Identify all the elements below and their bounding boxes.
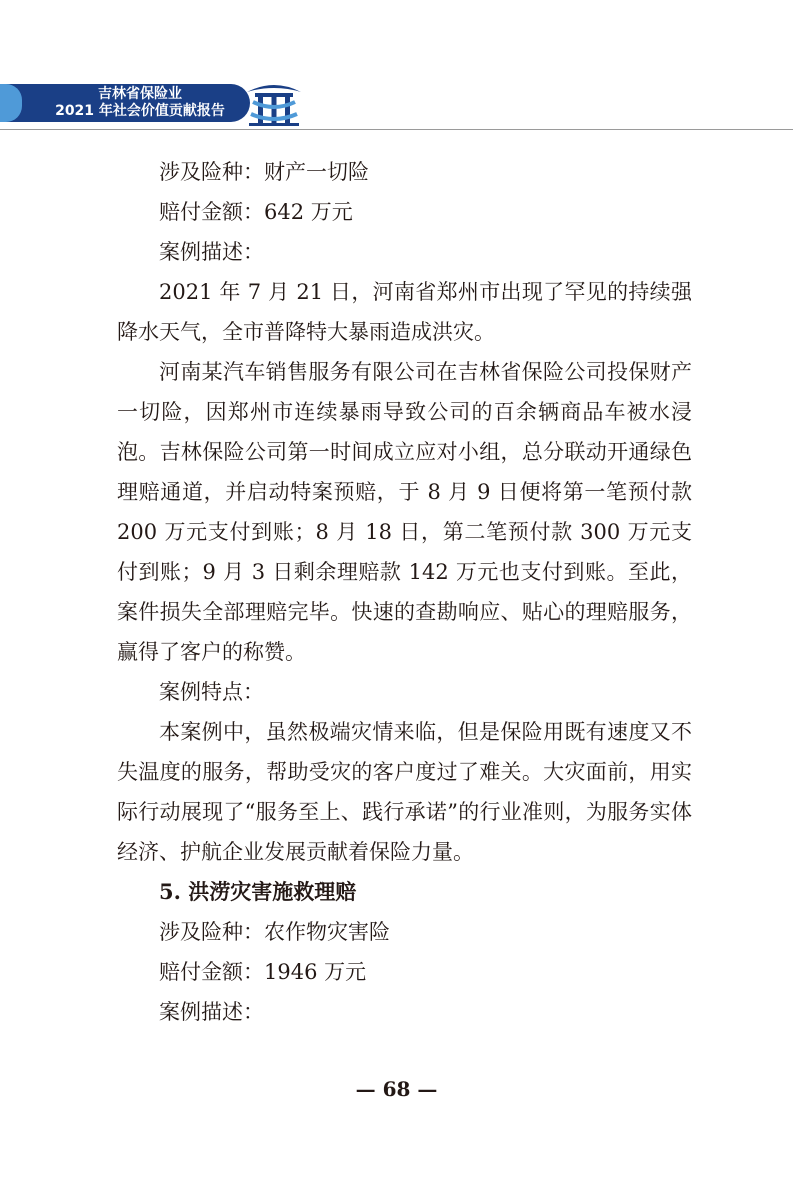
page-number: — 68 — (355, 1077, 438, 1101)
claim-amount-line: 赔付金额：642 万元 (159, 200, 353, 224)
case-features-label: 案例特点： (159, 680, 264, 704)
insurance-type-line: 涉及险种：财产一切险 (159, 160, 369, 184)
case-paragraph-1: 2021 年 7 月 21 日，河南省郑州市出现了罕见的持续强降水天气，全市普降特大暴雨造成洪灾。 (117, 280, 692, 344)
case-description-label: 案例描述： (159, 240, 264, 264)
header-title-line1: 吉林省保险业 (98, 86, 182, 102)
case-description-label-2: 案例描述： (159, 1000, 264, 1024)
document-body (117, 152, 692, 1032)
claim-amount-line-2: 赔付金额：1946 万元 (159, 960, 367, 984)
header-title (40, 86, 240, 120)
case-paragraph-2: 河南某汽车销售服务有限公司在吉林省保险公司投保财产一切险，因郑州市连续暴雨导致公司的百余辆商品车被水浸泡。吉林保险公司第一时间成立应对小组，总分联动开通绿色理赔通道，并启动特案预赔，于 8 月 9 日便将第一笔预付款 200 万元支付到账；8 月 18 日，第二笔预付款 300 万元支付到账；9 月 3 日剩余理赔款 142 万元也支付到账。至此，案件损失全部理赔完毕。快速的查勘响应、贴心的理赔服务，赢得了客户的称赞。 (117, 360, 692, 664)
insurance-type-line-2: 涉及险种：农作物灾害险 (159, 920, 390, 944)
report-header (0, 78, 300, 128)
header-divider (0, 129, 793, 130)
section-heading: 5. 洪涝灾害施救理赔 (159, 879, 357, 904)
pavilion-logo-icon (243, 78, 305, 128)
header-title-line2: 2021 年社会价值贡献报告 (55, 103, 225, 119)
case-features-paragraph: 本案例中，虽然极端灾情来临，但是保险用既有速度又不失温度的服务，帮助受灾的客户度过了难关。大灾面前，用实际行动展现了“服务至上、践行承诺”的行业准则，为服务实体经济、护航企业发展贡献着保险力量。 (117, 720, 692, 864)
